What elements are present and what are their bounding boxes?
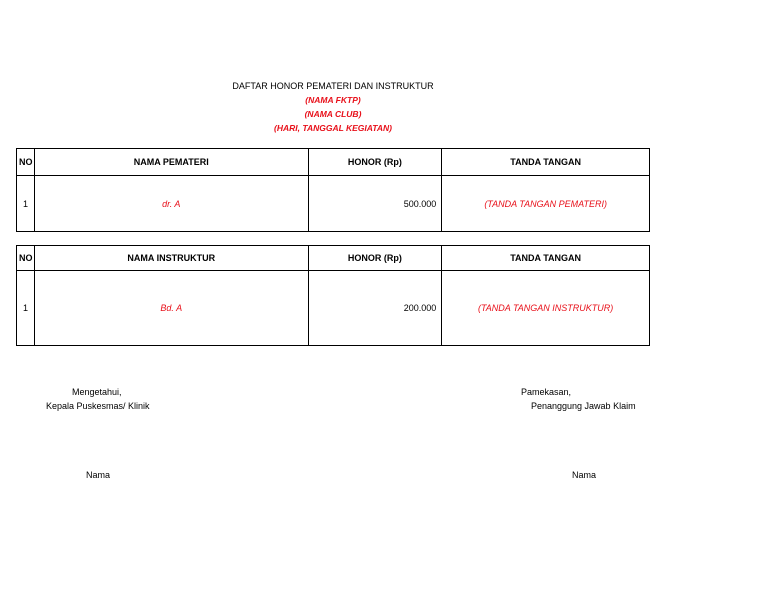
right-signer-name: Nama	[572, 470, 597, 480]
speaker-honor-table	[16, 148, 650, 232]
col-sign-header: TANDA TANGAN	[442, 246, 650, 271]
col-honor-header: HONOR (Rp)	[308, 149, 442, 176]
row-no: 1	[17, 271, 35, 346]
activity-date: (HARI, TANGGAL KEGIATAN)	[274, 123, 392, 133]
col-no-header: NO	[17, 149, 35, 176]
document-title: DAFTAR HONOR PEMATERI DAN INSTRUKTUR	[232, 81, 434, 91]
honor-amount: 500.000	[308, 176, 442, 232]
club-name: (NAMA CLUB)	[304, 109, 362, 119]
col-honor-header: HONOR (Rp)	[308, 246, 442, 271]
row-no: 1	[17, 176, 35, 232]
place-label: Pamekasan,	[521, 387, 572, 397]
table-row	[17, 176, 650, 232]
signature-cell: (TANDA TANGAN INSTRUKTUR)	[442, 271, 650, 346]
instructor-name: Bd. A	[34, 271, 308, 346]
head-title: Kepala Puskesmas/ Klinik	[46, 401, 150, 411]
responsible-title: Penanggung Jawab Klaim	[531, 401, 636, 411]
col-sign-header: TANDA TANGAN	[442, 149, 650, 176]
honor-amount: 200.000	[308, 271, 442, 346]
col-name-header: NAMA PEMATERI	[34, 149, 308, 176]
instructor-honor-table	[16, 245, 650, 346]
table-header-row	[17, 149, 650, 176]
left-signer-name: Nama	[86, 470, 111, 480]
fktp-name: (NAMA FKTP)	[305, 95, 361, 105]
signature-cell: (TANDA TANGAN PEMATERI)	[442, 176, 650, 232]
col-name-header: NAMA INSTRUKTUR	[34, 246, 308, 271]
table-header-row	[17, 246, 650, 271]
table-row	[17, 271, 650, 346]
speaker-name: dr. A	[34, 176, 308, 232]
acknowledge-label: Mengetahui,	[72, 387, 122, 397]
col-no-header: NO	[17, 246, 35, 271]
